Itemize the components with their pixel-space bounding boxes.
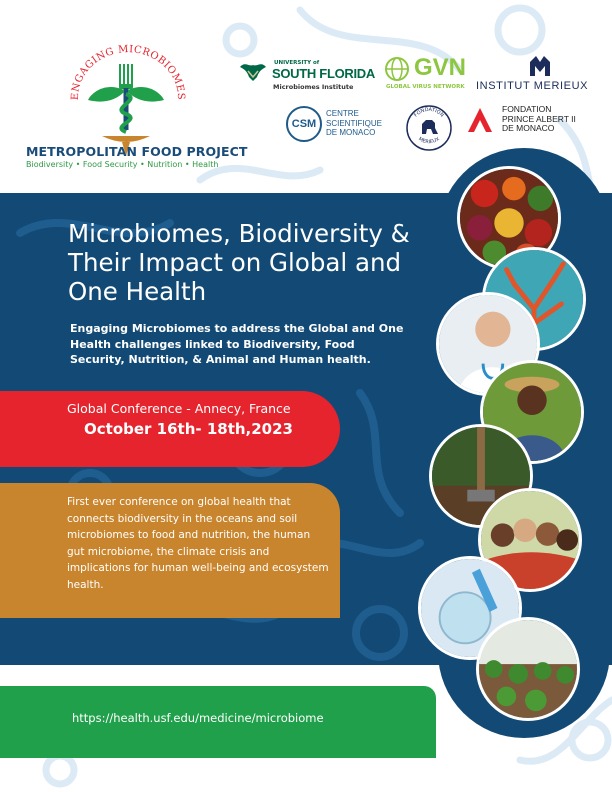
fp-line-3: DE MONACO [502,123,555,133]
merieux-mark-icon [528,54,552,78]
hero-subtitle: Engaging Microbiomes to address the Global and One Health challenges linked to Biodiversity, Food Security, Nutrition, & Animal and Human health. [70,322,404,366]
hero-title: Microbiomes, Biodiversity & Their Impact on Global and One Health [68,219,410,306]
event-dates: October 16th- 18th,2023 [84,420,293,438]
project-title: METROPOLITAN FOOD PROJECT [26,144,248,159]
usf-university-label: UNIVERSITY of [274,60,320,66]
event-venue: Global Conference - Annecy, France [67,401,291,416]
fm-top-text: FONDATION [413,106,445,119]
csm-logo [286,104,396,144]
gvn-abbr: GVN [414,54,467,81]
csm-line-1: CENTRE [326,109,359,118]
fondation-merieux-logo [404,104,456,152]
bull-icon [240,61,266,81]
fm-bottom-text: MERIEUX [417,136,441,146]
fp-line-2: PRINCE ALBERT II [502,113,576,124]
logo-arc-text: ENGAGING MICROBIOMES [69,43,187,101]
lion-seal-icon [404,104,454,152]
project-tagline: Biodiversity • Food Security • Nutrition • Health [26,160,219,169]
merieux-name: INSTITUT MERIEUX [476,80,589,92]
fondation-prince-albert-logo [462,102,604,142]
usf-institute: Microbiomes Institute [273,83,354,91]
usf-logo [240,58,380,94]
fpa2-mark-icon [464,104,496,136]
footer-url-link[interactable]: https://health.usf.edu/medicine/microbiome [72,711,324,725]
csm-line-2: SCIENTIFIQUE [326,118,383,128]
globe-icon [384,56,410,82]
institut-merieux-logo [476,52,604,96]
gvn-full-name: GLOBAL VIRUS NETWORK [386,84,465,90]
crops-image [479,620,577,718]
photo-crops [476,617,580,721]
fp-line-1: FONDATION [502,104,552,114]
description-text: First ever conference on global health that connects biodiversity in the oceans and soil microbiomes to food and nutrition, the human gut microbiome, the climate crisis and implications for human well-being and ecosystem health. [67,496,329,591]
gvn-logo [384,54,468,94]
fp-full-name [502,105,576,134]
engaging-microbiomes-logo [18,30,248,175]
csm-full-name [326,109,396,138]
csm-line-3: DE MONACO [326,128,376,137]
usf-name: SOUTH FLORIDA [272,66,375,81]
csm-abbr: CSM [286,106,322,142]
